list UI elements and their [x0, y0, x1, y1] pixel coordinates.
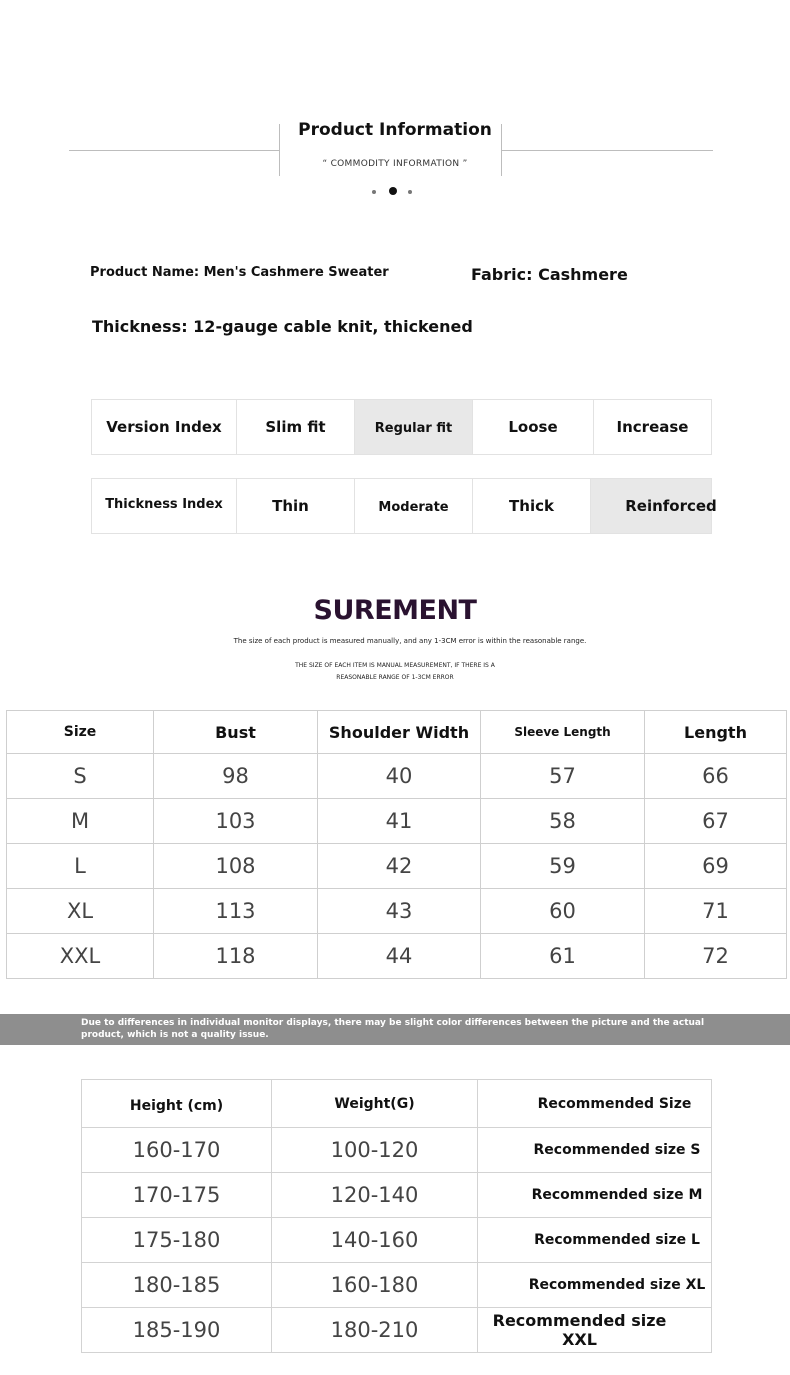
thickness-index-label: Thickness Index [92, 479, 237, 533]
cell-bust: 108 [154, 844, 318, 889]
cell-height: 175-180 [82, 1218, 272, 1263]
cell-sleeve: 60 [481, 889, 645, 934]
cell-recommended: Recommended size L [478, 1218, 712, 1263]
table-row [7, 889, 787, 934]
measurement-note-caps-line2: REASONABLE RANGE OF 1-3CM ERROR [336, 674, 454, 681]
version-option-loose: Loose [473, 400, 594, 454]
thickness-index-table [91, 478, 717, 534]
version-option-regular: Regular fit [355, 400, 473, 454]
table-row [82, 1173, 712, 1218]
cell-weight: 180-210 [272, 1308, 478, 1353]
cell-length: 71 [645, 889, 787, 934]
table-row [82, 1308, 712, 1353]
cell-height: 185-190 [82, 1308, 272, 1353]
cell-bust: 118 [154, 934, 318, 979]
cell-bust: 98 [154, 754, 318, 799]
cell-weight: 140-160 [272, 1218, 478, 1263]
cell-size: XXL [7, 934, 154, 979]
header-left-line [69, 150, 279, 151]
thickness-option-moderate: Moderate [355, 479, 473, 533]
cell-size: S [7, 754, 154, 799]
table-row [82, 1128, 712, 1173]
col-header-shoulder: Shoulder Width [318, 711, 481, 754]
carousel-dot-active [389, 187, 397, 195]
page-subtitle: “ COMMODITY INFORMATION ” [322, 159, 468, 169]
version-option-slim: Slim fit [237, 400, 355, 454]
cell-recommended: Recommended size XL [478, 1263, 712, 1308]
cell-sleeve: 61 [481, 934, 645, 979]
cell-bust: 103 [154, 799, 318, 844]
cell-recommended: Recommended size M [478, 1173, 712, 1218]
cell-weight: 160-180 [272, 1263, 478, 1308]
cell-shoulder: 41 [318, 799, 481, 844]
thickness: Thickness: 12-gauge cable knit, thickened [92, 317, 473, 336]
recommend-table-header [82, 1080, 712, 1128]
table-row [7, 799, 787, 844]
cell-recommended: Recommended size S [478, 1128, 712, 1173]
color-disclaimer-banner [0, 1014, 790, 1045]
size-table [6, 710, 787, 979]
measurement-note: The size of each product is measured manually, and any 1-3CM error is within the reasonable range. [233, 637, 587, 645]
cell-sleeve: 58 [481, 799, 645, 844]
measurement-note-caps-line1: THE SIZE OF EACH ITEM IS MANUAL MEASUREMENT, IF THERE IS A [295, 662, 495, 669]
recommend-table [81, 1079, 712, 1353]
cell-shoulder: 42 [318, 844, 481, 889]
product-name: Product Name: Men's Cashmere Sweater [90, 265, 389, 280]
cell-sleeve: 57 [481, 754, 645, 799]
cell-shoulder: 43 [318, 889, 481, 934]
page-title: Product Information [298, 120, 492, 140]
cell-height: 170-175 [82, 1173, 272, 1218]
cell-weight: 100-120 [272, 1128, 478, 1173]
carousel-dot [372, 190, 376, 194]
col-header-length: Length [645, 711, 787, 754]
version-index-label: Version Index [92, 400, 237, 454]
table-row [7, 844, 787, 889]
size-table-header [7, 711, 787, 754]
col-header-weight: Weight(G) [272, 1080, 478, 1128]
col-header-sleeve: Sleeve Length [481, 711, 645, 754]
cell-weight: 120-140 [272, 1173, 478, 1218]
cell-size: L [7, 844, 154, 889]
cell-shoulder: 40 [318, 754, 481, 799]
cell-size: XL [7, 889, 154, 934]
measurement-note-caps [0, 660, 790, 684]
col-header-height: Height (cm) [82, 1080, 272, 1128]
cell-length: 69 [645, 844, 787, 889]
col-header-bust: Bust [154, 711, 318, 754]
cell-height: 160-170 [82, 1128, 272, 1173]
cell-length: 67 [645, 799, 787, 844]
table-row [7, 754, 787, 799]
table-row [7, 934, 787, 979]
cell-bust: 113 [154, 889, 318, 934]
version-index-table [91, 399, 712, 455]
cell-length: 66 [645, 754, 787, 799]
cell-recommended: Recommended size XXL [478, 1308, 712, 1353]
table-row [82, 1218, 712, 1263]
carousel-dot [408, 190, 412, 194]
cell-height: 180-185 [82, 1263, 272, 1308]
cell-sleeve: 59 [481, 844, 645, 889]
thickness-option-thick: Thick [473, 479, 591, 533]
cell-length: 72 [645, 934, 787, 979]
thickness-option-thin: Thin [237, 479, 355, 533]
measurement-heading: SUREMENT [313, 595, 477, 626]
cell-shoulder: 44 [318, 934, 481, 979]
col-header-size: Size [7, 711, 154, 754]
fabric: Fabric: Cashmere [471, 265, 628, 284]
version-option-increase: Increase [616, 418, 689, 436]
cell-size: M [7, 799, 154, 844]
col-header-recommended: Recommended Size [478, 1080, 712, 1128]
table-row [82, 1263, 712, 1308]
header-right-line [502, 150, 713, 151]
thickness-option-reinforced: Reinforced [591, 479, 711, 533]
color-disclaimer-text: Due to differences in individual monitor displays, there may be slight color differences between the picture and the actual product, which is not a quality issue. [81, 1018, 705, 1040]
